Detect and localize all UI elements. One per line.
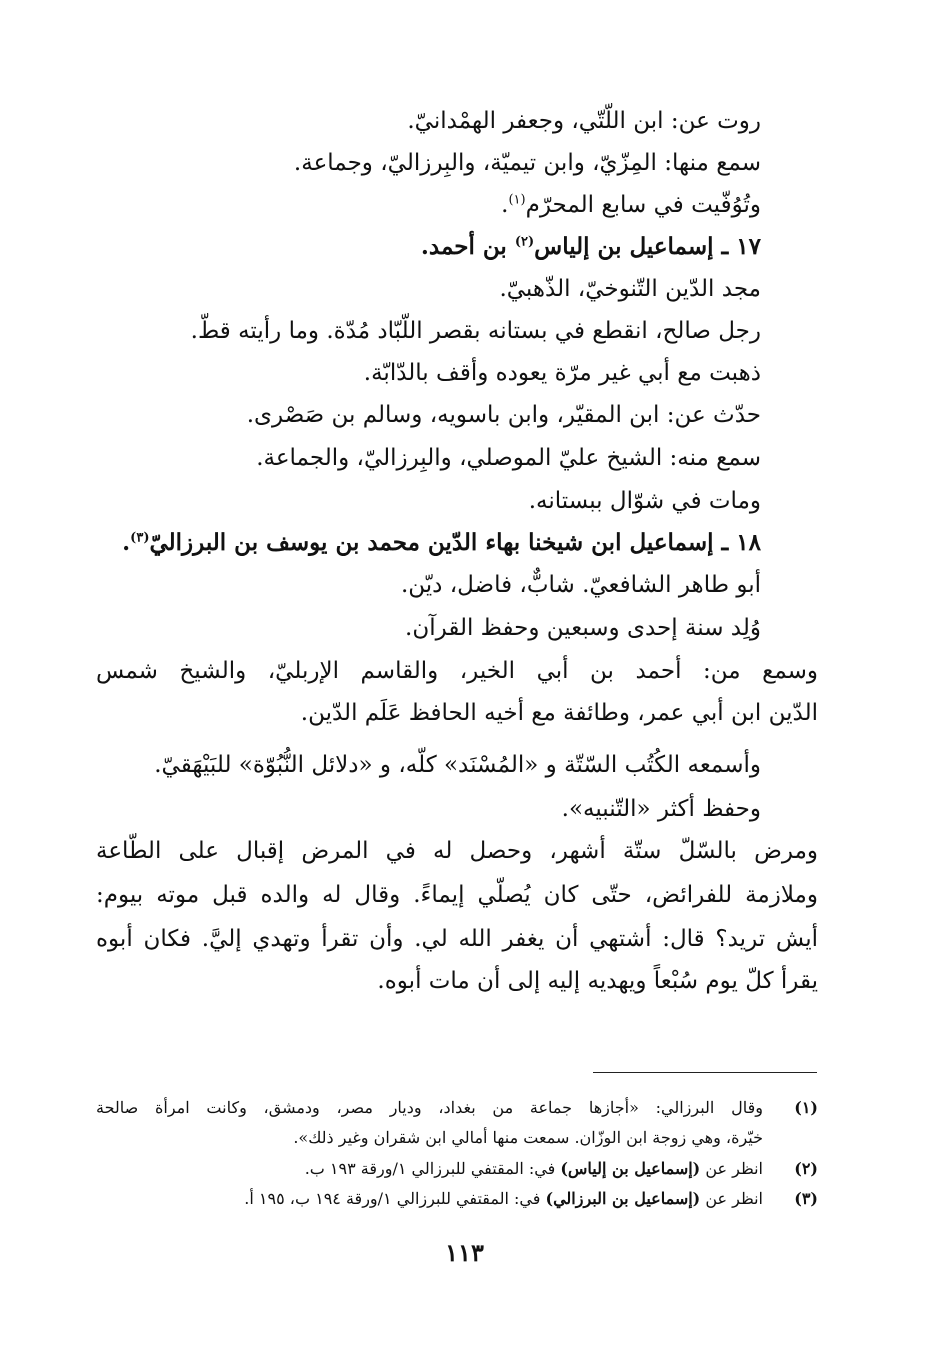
entry-heading-17-name: ١٧ ـ إسماعيل بن إلياس: [534, 233, 761, 260]
footnote-2: [305, 1157, 763, 1181]
footnote-2-prefix: انظر عن: [700, 1159, 763, 1178]
footnote-ref-1: (١): [508, 192, 526, 208]
text-line-8: حدّث عن: ابن المقيّر، وابن باسويه، وسالم بن صَصْرى.: [246, 402, 761, 428]
entry-heading-18-end: .: [122, 529, 131, 556]
entry-heading-17: [421, 232, 761, 262]
text-line-1: روت عن: ابن اللّتّي، وجعفر الهمْدانيّ.: [407, 108, 761, 134]
text-line-13: وُلِد سنة إحدى وسبعين وحفظ القرآن.: [405, 615, 761, 641]
footnote-ref-3: (٣): [130, 530, 150, 546]
footnote-2-number: (٢): [794, 1159, 818, 1178]
footnote-3-prefix: انظر عن: [700, 1189, 763, 1208]
text-line-16: وأسمعه الكُتُب السّتّة و «المُسْنَد» كلّه، و «دلائل النُّبُوّة» للبَيْهَقيّ.: [154, 752, 761, 778]
footnote-3-subject: (إسماعيل بن البرزالي): [545, 1189, 701, 1208]
entry-heading-18: [122, 528, 761, 558]
text-line-12: أبو طاهر الشافعيّ. شابٌّ، فاضل، ديّن.: [400, 572, 761, 598]
footnote-3-number: (٣): [794, 1189, 818, 1208]
text-line-2: سمع منها: المِزّيّ، وابن تيميّة، والبِرزاليّ، وجماعة.: [293, 150, 761, 176]
footnote-1-line-2: خيّرة، وهي زوجة ابن الوزّان. سمعت منها أمالي ابن شقران وغير ذلك».: [293, 1128, 763, 1147]
text-line-19: وملازمة للفرائض، حتّى كان يُصلّي إيماءً. وقال له والده قبل موته بيوم:: [96, 882, 818, 908]
text-line-15: الدّين ابن أبي عمر، وطائفة مع أخيه الحافظ عَلَم الدّين.: [300, 700, 818, 726]
entry-heading-18-name: ١٨ ـ إسماعيل ابن شيخنا بهاء الدّين محمد بن يوسف بن البرزاليّ: [149, 529, 761, 556]
footnote-3: [244, 1187, 763, 1211]
entry-heading-17-end: بن أحمد.: [420, 233, 515, 260]
text-line-20: أيش تريد؟ قال: أشتهي أن يغفر الله لي. وأن تقرأ وتهدي إليَّ. فكان أبوه: [96, 926, 818, 952]
footnote-separator: [593, 1072, 817, 1073]
text-line-5: مجد الدّين التّنوخيّ، الذّهبيّ.: [499, 276, 761, 302]
text-line-9: سمع منه: الشيخ عليّ الموصلي، والبِرزاليّ، والجماعة.: [256, 445, 761, 471]
footnote-3-source: في: المقتفي للبرزالي ١/ورقة ١٩٤ ب، ١٩٥ أ.: [244, 1189, 546, 1208]
footnote-1-number: (١): [794, 1098, 818, 1117]
text-line-3: [501, 190, 761, 220]
footnote-1-line-1: وقال البرزالي: «أجازها جماعة من بغداد، وديار مصر، ودمشق، وكانت امرأة صالحة: [96, 1098, 763, 1117]
footnote-ref-2: (٢): [514, 234, 535, 250]
text-line-14: وسمع من: أحمد بن أبي الخير، والقاسم الإربليّ، والشيخ شمس: [96, 658, 818, 684]
text-line-17: وحفظ أكثر «التّنبيه».: [561, 796, 761, 822]
text-line-3-end: .: [501, 192, 509, 218]
text-line-6: رجل صالح، انقطع في بستانه بقصر اللّبّاد مُدّة. وما رأيته قطّ.: [190, 318, 761, 344]
footnote-2-source: في: المقتفي للبرزالي ١/ورقة ١٩٣ ب.: [304, 1159, 561, 1178]
text-line-18: ومرض بالسّلّ ستّة أشهر، وحصل له في المرض إقبال على الطّاعة: [96, 838, 818, 864]
page-number: ١١٣: [445, 1238, 484, 1267]
text-line-10: ومات في شوّال ببستانه.: [528, 488, 761, 514]
text-line-3-main: وتُوُفّيت في سابع المحرّم: [525, 192, 761, 218]
text-line-7: ذهبت مع أبي غير مرّة يعوده وأقف بالدّابّة.: [363, 360, 761, 386]
footnote-2-subject: (إسماعيل بن إلياس): [560, 1159, 701, 1178]
text-line-21: يقرأ كلّ يوم سُبْعاً ويهديه إليه إلى أن مات أبوه.: [377, 968, 818, 994]
